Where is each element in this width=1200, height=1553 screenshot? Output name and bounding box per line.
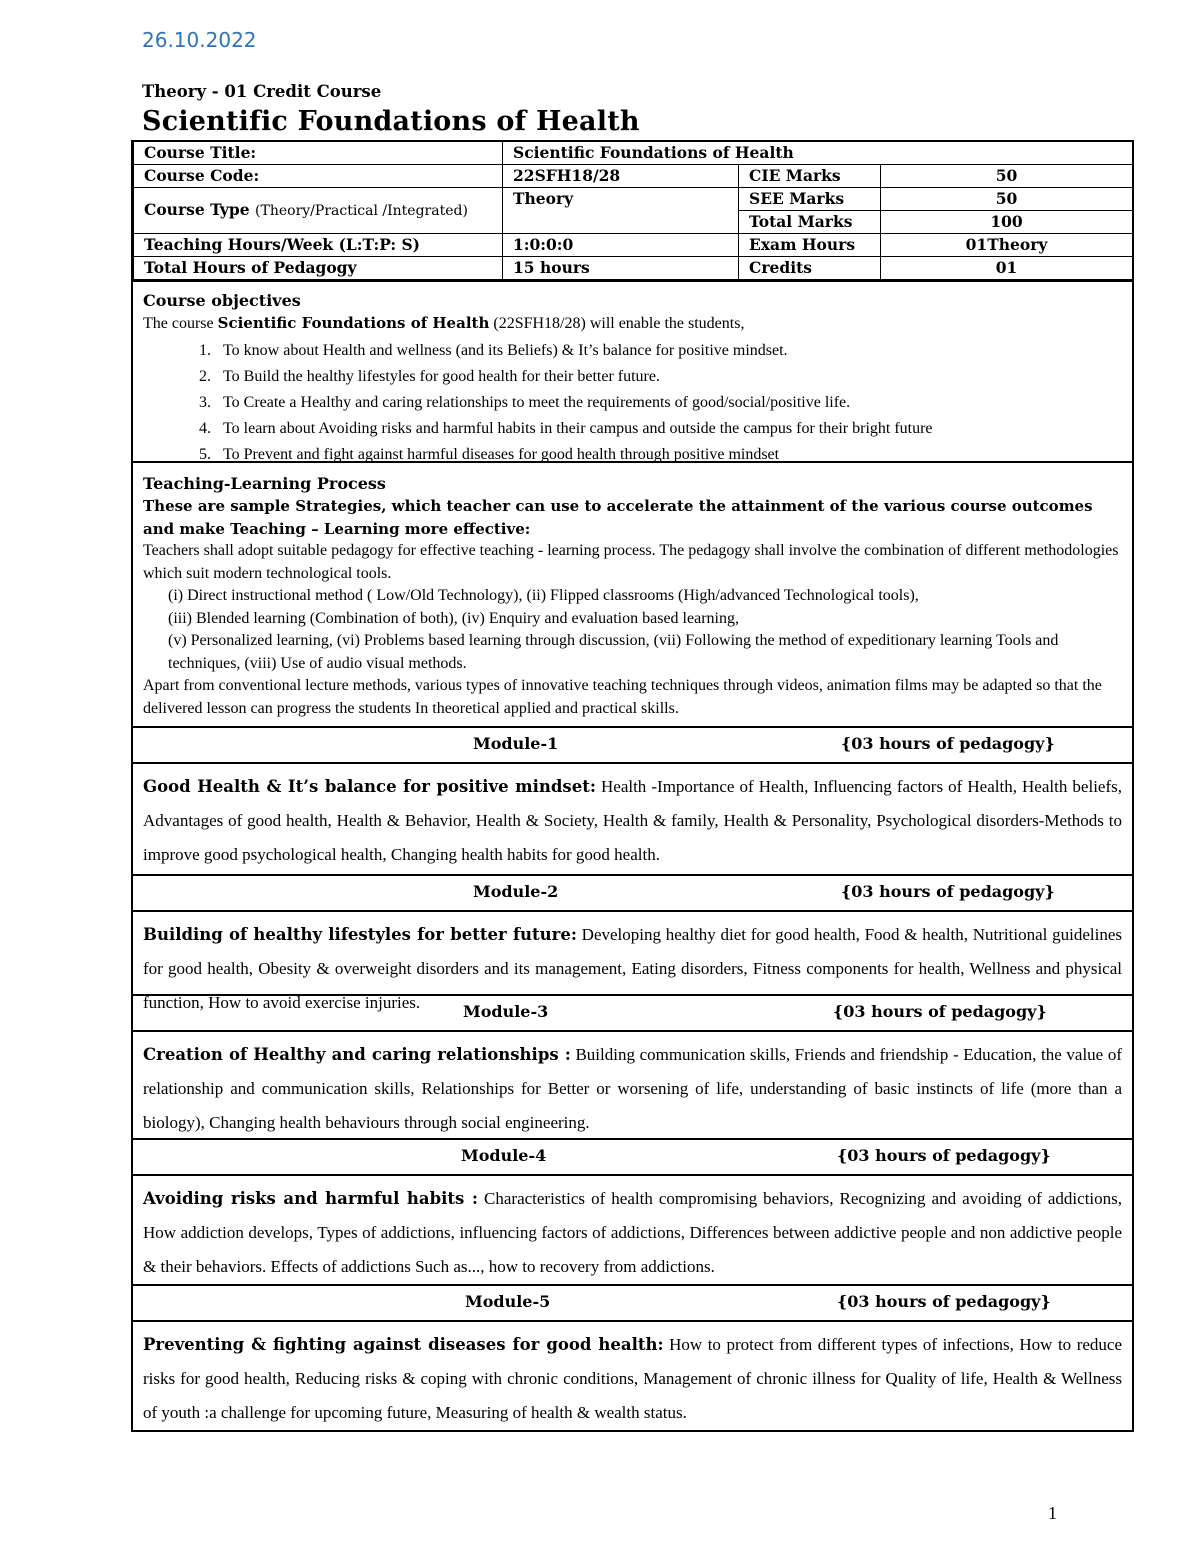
- module-3-content: [133, 1032, 1132, 1138]
- module-4-content: [133, 1176, 1132, 1284]
- tlp-heading: Teaching-Learning Process: [143, 474, 386, 493]
- module-topic-title: Good Health & It’s balance for positive mindset:: [143, 777, 596, 796]
- credits-value: 01: [881, 257, 1133, 280]
- row-course-type: [134, 188, 1133, 211]
- module-topic-title: Creation of Healthy and caring relationships :: [143, 1045, 571, 1064]
- module-topic-text: How to protect from different types of infections, How to reduce risks for good health, Reducing risks & coping with chronic conditions, Management of chronic illness for Quality of life, Health & Wellness of youth :a challenge for upcoming future, Measuring of health & wealth status.: [143, 1335, 1123, 1422]
- module-5-content: [133, 1322, 1132, 1432]
- objective-item: 2. To Build the healthy lifestyles for good health for their better future.: [215, 364, 1122, 390]
- total-marks-value: 100: [881, 211, 1133, 234]
- course-type-label: Course Type: [144, 200, 250, 219]
- teaching-hours-value: 1:0:0:0: [503, 234, 739, 257]
- course-title-value: Scientific Foundations of Health: [503, 141, 1133, 165]
- module-topic-text: Developing healthy diet for good health, Food & health, Nutritional guidelines for good health, Obesity & overweight disorders and its management, Eating disorders, Fitness components for health, Wellness and physical function, How to avoid exercise injuries.: [143, 925, 1122, 1012]
- course-title-heading: Scientific Foundations of Health: [142, 106, 640, 137]
- objective-item: 5. To Prevent and fight against harmful diseases for good health through positive mindset: [215, 442, 1122, 468]
- row-course-code: [134, 165, 1133, 188]
- module-topic-text: Building communication skills, Friends and friendship - Education, the value of relationship and communication skills, Relationships for Better or worsening of life, understanding of basic instincts of life (more than a biology), Changing health behaviours through social engineering.: [143, 1045, 1122, 1132]
- tlp-line-4: (v) Personalized learning, (vi) Problems based learning through discussion, (vii) Following the method of expeditionary learning Tools and techniques, (viii) Use of audio visual methods.: [168, 632, 1059, 672]
- course-title-label: Course Title:: [134, 141, 503, 165]
- module-hours: {03 hours of pedagogy}: [837, 1292, 1051, 1311]
- course-code-label: Course Code:: [134, 165, 503, 188]
- cie-marks-label: CIE Marks: [739, 165, 881, 188]
- total-marks-label: Total Marks: [739, 211, 881, 234]
- module-topic-text: Health -Importance of Health, Influencing factors of Health, Health beliefs, Advantages of good health, Health & Behavior, Health & Society, Health & family, Health & Personality, Psychological disorders-Methods to improve good psychological health, Changing health habits for good health.: [143, 777, 1122, 864]
- module-hours: {03 hours of pedagogy}: [841, 734, 1055, 753]
- row-pedagogy: [134, 257, 1133, 280]
- tlp-strategies: These are sample Strategies, which teacher can use to accelerate the attainment of the various course outcomes and make Teaching – Learning more effective:: [143, 497, 1093, 538]
- objective-item: 4. To learn about Avoiding risks and harmful habits in their campus and outside the campus for their bright future: [215, 416, 1122, 442]
- teaching-learning-section: [133, 461, 1132, 726]
- module-name: Module-2: [473, 882, 559, 901]
- course-objectives-section: [133, 280, 1132, 461]
- exam-hours-value: 01Theory: [881, 234, 1133, 257]
- objectives-intro-post: (22SFH18/28) will enable the students,: [489, 315, 745, 332]
- credits-label: Credits: [739, 257, 881, 280]
- objective-item: 3. To Create a Healthy and caring relationships to meet the requirements of good/social/positive life.: [215, 390, 1122, 416]
- module-name: Module-4: [461, 1146, 547, 1165]
- objectives-intro-course: Scientific Foundations of Health: [217, 314, 490, 332]
- tlp-line-3: (iii) Blended learning (Combination of both), (iv) Enquiry and evaluation based learning,: [168, 609, 739, 627]
- course-type-hint: (Theory/Practical /Integrated): [255, 203, 468, 219]
- course-code-value: 22SFH18/28: [503, 165, 739, 188]
- objective-item: 1. To know about Health and wellness (and its Beliefs) & It’s balance for positive mindset.: [215, 338, 1122, 364]
- tlp-line-1: Teachers shall adopt suitable pedagogy for effective teaching - learning process. The pedagogy shall involve the combination of different methodologies which suit modern technological tools.: [143, 542, 1119, 582]
- module-topic-title: Preventing & fighting against diseases for good health:: [143, 1335, 664, 1354]
- module-1-header: [133, 726, 1132, 764]
- objectives-intro: [143, 312, 1122, 336]
- module-topic-title: Building of healthy lifestyles for better future:: [143, 925, 577, 944]
- page-number: 1: [1048, 1503, 1057, 1523]
- module-topic-text: Characteristics of health compromising behaviors, Recognizing and avoiding of addictions, How addiction develops, Types of addictions, influencing factors of addictions, Differences between addictive people and non addictive people & their behaviors. Effects of addictions Such as..., how to recovery from addictions.: [143, 1189, 1123, 1276]
- module-2-header: [133, 874, 1132, 912]
- module-1-content: [133, 764, 1132, 874]
- see-marks-label: SEE Marks: [739, 188, 881, 211]
- course-info-table: [133, 140, 1133, 280]
- objectives-list: [143, 338, 1122, 468]
- module-topic-title: Avoiding risks and harmful habits :: [143, 1189, 478, 1208]
- row-teaching-hours: [134, 234, 1133, 257]
- pedagogy-hours-label: Total Hours of Pedagogy: [134, 257, 503, 280]
- teaching-hours-label: Teaching Hours/Week (L:T:P: S): [134, 234, 503, 257]
- see-marks-value: 50: [881, 188, 1133, 211]
- module-name: Module-3: [463, 1002, 549, 1021]
- objectives-heading: Course objectives: [143, 291, 301, 310]
- syllabus-document: [131, 140, 1134, 1432]
- module-3-header: [133, 994, 1132, 1032]
- module-name: Module-5: [465, 1292, 551, 1311]
- module-5-header: [133, 1284, 1132, 1322]
- module-hours: {03 hours of pedagogy}: [837, 1146, 1051, 1165]
- tlp-line-2: (i) Direct instructional method ( Low/Old Technology), (ii) Flipped classrooms (High/advanced Technological tools),: [168, 587, 919, 604]
- module-4-header: [133, 1138, 1132, 1176]
- module-hours: {03 hours of pedagogy}: [833, 1002, 1047, 1021]
- row-course-title: [134, 141, 1133, 165]
- objectives-intro-pre: The course: [143, 315, 218, 332]
- course-type-value: Theory: [503, 188, 739, 234]
- pedagogy-hours-value: 15 hours: [503, 257, 739, 280]
- cie-marks-value: 50: [881, 165, 1133, 188]
- course-credit-subtitle: Theory - 01 Credit Course: [142, 82, 382, 101]
- tlp-line-5: Apart from conventional lecture methods, various types of innovative teaching techniques through videos, animation films may be adapted so that the delivered lesson can progress the students In theoretical applied and practical skills.: [143, 677, 1102, 717]
- course-type-cell: [134, 188, 503, 234]
- module-hours: {03 hours of pedagogy}: [841, 882, 1055, 901]
- exam-hours-label: Exam Hours: [739, 234, 881, 257]
- module-name: Module-1: [473, 734, 559, 753]
- document-date: 26.10.2022: [142, 28, 257, 52]
